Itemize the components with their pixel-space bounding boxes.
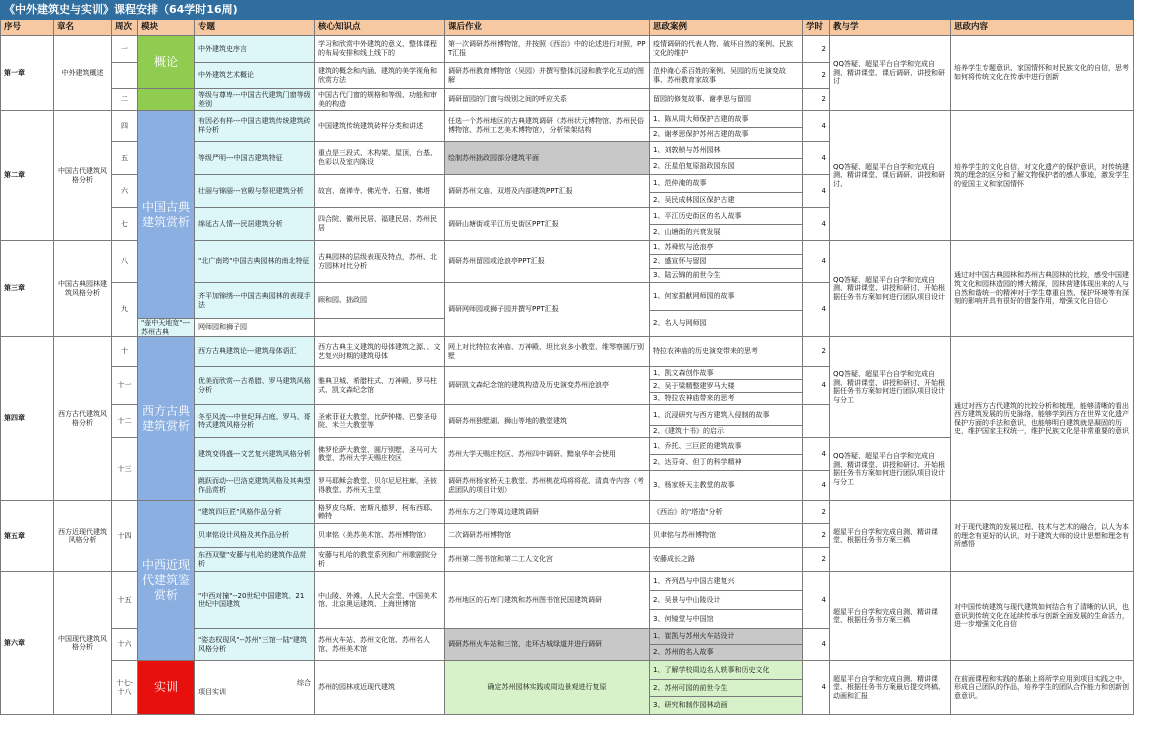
topic-cell[interactable]: "壶中天地宽"---苏州古典 [138, 319, 195, 337]
ideology-cell[interactable]: 培养学生的文化自信，对文化遗产的保护意识，对传统建筑的理念的区分和了解文物保护者的感人事迹，激发学生的爱国主义和家国情怀 [951, 111, 1134, 241]
col-header-knowledge[interactable]: 核心知识点 [315, 20, 445, 36]
module-overview-cont [138, 89, 195, 111]
case-cell[interactable]: 2、吴民成林园区保护古建 [650, 193, 803, 208]
homework-cell[interactable]: 调研凯文森纪念馆的建筑构造及历史演变苏州沧浪亭 [445, 367, 650, 405]
week-cell[interactable]: 十三 [112, 438, 138, 501]
knowledge-cell[interactable]: 古典园林的层级表现及特点，苏州、北方园林对比分析 [315, 241, 445, 283]
homework-cell[interactable]: 第一次调研苏州博物馆，并按照《西治》中的论述进行对照，PPT汇报 [445, 36, 650, 63]
week-cell[interactable]: 九 [112, 283, 138, 337]
hours-cell[interactable]: 4 [803, 438, 830, 471]
hours-cell[interactable]: 2 [803, 548, 830, 572]
knowledge-cell[interactable]: 建筑的概念和内涵、建筑的美学视角和欣赏方法 [315, 63, 445, 89]
teaching-cell[interactable]: QQ答疑、超星平台自学和完成自测、精讲课堂、讲授和研讨、开始根据任务书方案如何进行团队项目设计与分工 [830, 438, 951, 501]
topic-main: 项目实训 [198, 687, 226, 696]
hours-cell[interactable]: 4 [803, 283, 830, 337]
homework-cell[interactable]: 调研苏州留园或沧浪亭PPT汇报 [445, 241, 650, 283]
hours-cell[interactable]: 4 [803, 572, 830, 629]
chapter-no[interactable]: 第二章 [1, 111, 54, 241]
chapter-no[interactable]: 第三章 [1, 241, 54, 337]
homework-cell[interactable]: 调研苏州火车站和三馆，走环古城绿道并进行调研 [445, 629, 650, 661]
case-cell[interactable]: 贝聿铭与苏州博物馆 [650, 524, 803, 548]
col-header-topic[interactable]: 专题 [195, 20, 315, 36]
case-cell[interactable]: 1、齐列昌与中国古建复兴 [650, 572, 803, 591]
chapter-no[interactable]: 第五章 [1, 501, 54, 572]
hours-cell[interactable]: 4 [803, 241, 830, 283]
topic-cell[interactable]: 建筑变得盛---文艺复兴建筑风格分析 [195, 438, 315, 471]
case-cell[interactable]: 1、了解学校周边名人轶事和历史文化 [650, 661, 803, 680]
table-row [1, 36, 1134, 63]
col-header-no[interactable]: 序号 [1, 20, 54, 36]
hours-cell[interactable]: 4 [803, 629, 830, 661]
case-cell[interactable]: 留园的修复故事、谢孝思与留园 [650, 89, 803, 111]
chapter-name[interactable]: 中国现代建筑风格分析 [54, 572, 112, 715]
ideology-cell[interactable]: 对中国传统建筑与现代建筑如何结合有了清晰的认识，也意识到传统文化在延续传承与创新全面发展的生命活力，进一步增强文化自信 [951, 572, 1134, 661]
hours-cell[interactable]: 2 [803, 63, 830, 89]
table-row [1, 661, 1134, 680]
topic-cell[interactable]: 中外建筑史序言 [195, 36, 315, 63]
col-header-hours[interactable]: 学时 [803, 20, 830, 36]
homework-cell[interactable]: 绘制苏州拙政园部分建筑平面 [445, 142, 650, 175]
case-cell[interactable]: 1、乔托、三巨匠的建筑故事 [650, 438, 803, 455]
case-cell[interactable]: 2、汪星伯复原拙政园东园 [650, 159, 803, 175]
chapter-name[interactable]: 西方近现代建筑风格分析 [54, 501, 112, 572]
ideology-cell[interactable]: 在前面课程和实践的基础上将所学应用到项目实践之中，形成自己团队的作品，培养学生的团队合作能力和创新创意意识。 [951, 661, 1134, 715]
homework-cell[interactable]: 二次调研苏州博物馆 [445, 524, 650, 548]
case-cell[interactable]: 2、吴景与中山陵设计 [650, 591, 803, 610]
col-header-ideology[interactable]: 思政内容 [951, 20, 1134, 36]
module-modern[interactable]: 中西近现代建筑鉴赏析 [138, 501, 195, 661]
chapter-name[interactable]: 西方古代建筑风格分析 [54, 337, 112, 501]
week-cell[interactable]: 四 [112, 111, 138, 142]
topic-cell[interactable] [195, 661, 315, 715]
hours-cell[interactable] [803, 405, 830, 438]
topic-cell[interactable]: 西方古典建筑论---建筑母体语汇 [195, 337, 315, 367]
teaching-cell[interactable]: 超星平台自学和完成自测、精讲课堂、根据任务书方案三稿 [830, 501, 951, 572]
topic-cell[interactable]: 等级与尊卑---中国古代建筑门窗等级差别 [195, 89, 315, 111]
week-cell[interactable]: 十 [112, 337, 138, 367]
knowledge-cell[interactable]: 中国古代门窗的规格和等级、功能和审美的构造 [315, 89, 445, 111]
topic-cell[interactable]: 贝聿铭设计风格及其作品分析 [195, 524, 315, 548]
col-header-homework[interactable]: 课后作业 [445, 20, 650, 36]
topic-cell[interactable]: 冬至风流---中世纪拜占庭、罗马、哥特式建筑风格分析 [195, 405, 315, 438]
topic-cell[interactable]: 绵延古人情---民居建筑分析 [195, 208, 315, 241]
homework-cell[interactable]: 调研苏州教育博物馆（吴园）并撰写整体沉浸和教学化互动的图解 [445, 63, 650, 89]
case-cell[interactable]: 3、研究和制作园林动画 [650, 697, 803, 715]
homework-cell[interactable]: 调研苏州文庙、双塔及内部建筑PPT汇报 [445, 175, 650, 208]
knowledge-cell[interactable]: 安藤与札哈的教堂系列和广州歌剧院分析 [315, 548, 445, 572]
table-row [1, 111, 1134, 128]
teaching-cell[interactable]: QQ答疑、超星平台自学和完成自测、精讲课堂、讲授和研讨、开始根据任务书方案如何进行团队项目设计 [830, 241, 951, 337]
teaching-cell[interactable]: QQ答疑、超星平台自学和完成自测、精讲课堂、讲授和研讨、开始根据任务书方案如何进行团队项目设计与分工 [830, 337, 951, 438]
case-cell[interactable]: 1、陈从周大师保护古建的故事 [650, 111, 803, 128]
col-header-teaching[interactable]: 教与学 [830, 20, 951, 36]
case-cell[interactable]: 2、名人与网师园 [650, 311, 803, 337]
chapter-name[interactable]: 中外建筑概述 [54, 36, 112, 111]
case-cell[interactable]: 3、特拉农神庙带来的思考 [650, 393, 803, 405]
ideology-cell[interactable]: 对于现代建筑的发展过程、技术与艺术的融合，以人为本的理念有更好的认识，对于建筑大师的设计思想和理念有所感悟 [951, 501, 1134, 572]
homework-cell[interactable]: 网上对比特拉农神庙、万神殿、坦比哀多小教堂、维琴察圆厅别墅 [445, 337, 650, 367]
case-cell[interactable]: 特拉农神庙的历史演变带来的思考 [650, 337, 803, 367]
homework-cell[interactable]: 调研苏州杨家桥天主教堂、苏州桃花坞将将花、清真寺内容（考虑团队的项目计划） [445, 471, 650, 501]
teaching-cell[interactable]: 超星平台自学和完成自测、精讲课堂、根据任务书方案三稿 [830, 572, 951, 661]
knowledge-cell[interactable]: 四合院、徽州民居、福建民居、苏州民居 [315, 208, 445, 241]
chapter-no[interactable]: 第一章 [1, 36, 54, 111]
week-cell[interactable]: 七 [112, 208, 138, 241]
knowledge-cell[interactable]: 佛罗伦萨大教堂、圆厅别墅、圣马可大教堂、苏州大学天赐庄校区 [315, 438, 445, 471]
topic-cell[interactable]: 壮丽与锦丽---官殿与祭祀建筑分析 [195, 175, 315, 208]
week-cell[interactable]: 五 [112, 142, 138, 175]
case-cell[interactable]: 3、杨家桥天主教堂的故事 [650, 471, 803, 501]
col-header-chapter[interactable]: 章名 [54, 20, 112, 36]
week-cell[interactable]: 二 [112, 89, 138, 111]
knowledge-cell[interactable]: 中国建筑传统建筑砖样分类和讲述 [315, 111, 445, 142]
case-cell[interactable]: 1、苏舜钦与沧浪亭 [650, 241, 803, 255]
knowledge-cell[interactable]: 圣索菲亚大教堂、比萨钟楼、巴黎圣母院、米兰大教堂等 [315, 405, 445, 438]
topic-cell[interactable]: 齐平加锦绣---中国古典园林的表现手法 [195, 283, 315, 319]
case-cell[interactable]: 2、盛宣怀与留园 [650, 255, 803, 269]
hours-cell[interactable]: 2 [803, 501, 830, 524]
topic-cell[interactable]: 优美而欣赏---古希腊、罗马建筑风格分析 [195, 367, 315, 405]
hours-cell[interactable]: 4 [803, 142, 830, 175]
table-row [1, 337, 1134, 367]
sheet-title: 《中外建筑史与实训》课程安排（64学时16周) [1, 1, 1134, 20]
chapter-no[interactable]: 第四章 [1, 337, 54, 501]
case-cell[interactable]: 1、平江历史街区的名人故事 [650, 208, 803, 225]
knowledge-cell[interactable]: 贝聿铭（美苏美术馆、苏州博物馆） [315, 524, 445, 548]
homework-cell[interactable]: 苏州东方之门等周边建筑调研 [445, 501, 650, 524]
hours-cell[interactable]: 2 [803, 36, 830, 63]
chapter-no[interactable]: 第六章 [1, 572, 54, 715]
week-cell[interactable]: 十六 [112, 629, 138, 661]
teaching-cell[interactable]: 超星平台自学和完成自测、精讲课堂、根据任务书方案最后提交终稿、动画和汇报 [830, 661, 951, 715]
knowledge-cell[interactable]: 西方古典主义建筑的母体建筑之源、、文艺复兴时期的建筑母体 [315, 337, 445, 367]
col-header-module[interactable]: 模块 [138, 20, 195, 36]
homework-cell[interactable]: 调研苏州独墅湖、狮山等地的教堂建筑 [445, 405, 650, 438]
topic-cell[interactable]: 有因必有样---中国古建筑传统建筑砖样分析 [195, 111, 315, 142]
case-cell[interactable]: 1、崔凯与苏州火车站设计 [650, 629, 803, 645]
module-western-classical[interactable]: 西方古典建筑赏析 [138, 337, 195, 501]
homework-cell[interactable]: 调研留园的门窗与级别之间的呼应关系 [445, 89, 650, 111]
case-cell[interactable]: 《西治》的"塔造"分析 [650, 501, 803, 524]
topic-cell[interactable]: 等级严明---中国古建筑特征 [195, 142, 315, 175]
case-cell[interactable]: 3、陆云锦的前世今生 [650, 269, 803, 283]
topic-cell[interactable]: "姿态权现风"--苏州"三馆一陆"建筑风格分析 [195, 629, 315, 661]
case-cell[interactable]: 2、《建筑十书》的启示 [650, 426, 803, 438]
teaching-cell[interactable]: QQ答疑、超星平台自学和完成自测、精讲课堂、课后调研、讲授和研讨、 [830, 111, 951, 241]
week-cell[interactable]: 六 [112, 175, 138, 208]
case-cell[interactable]: 1、刘敦桢与苏州园林 [650, 142, 803, 159]
homework-cell[interactable]: 苏州大学天赐庄校区、苏州四中调研、黯泉华年会使用 [445, 438, 650, 471]
case-cell[interactable]: 2、山塘街的兴衰发展 [650, 225, 803, 241]
module-overview[interactable]: 概论 [138, 36, 195, 89]
col-header-week[interactable]: 周次 [112, 20, 138, 36]
knowledge-cell[interactable]: 故宫、南禅寺、佛光寺、石窟、佛塔 [315, 175, 445, 208]
knowledge-cell[interactable]: 格罗皮乌斯、密斯凡德罗、柯布西耶、赖特 [315, 501, 445, 524]
knowledge-cell[interactable]: 中山陵、外滩、人民大会堂、中国美术馆、北京奥运建筑、上海世博馆 [315, 572, 445, 629]
knowledge-cell[interactable]: 罗马耶稣会教堂、贝尔尼尼柱廊，圣彼得教堂、苏州天主堂 [315, 471, 445, 501]
ideology-cell[interactable]: 培养学生专题意识、家国情怀和对民族文化的自信，思考如何将传统文化在传承中进行创新 [951, 36, 1134, 111]
teaching-cell[interactable]: QQ答疑、超星平台自学和完成自测、精讲课堂、课后调研、讲授和研讨 [830, 36, 951, 111]
case-cell[interactable]: 1、沉浸研究与西方建筑入侵制的故事 [650, 405, 803, 426]
hours-cell[interactable]: 4 [803, 208, 830, 241]
week-cell[interactable]: 十五 [112, 572, 138, 629]
homework-cell[interactable]: 任选一个苏州地区的古典建筑调研（苏州状元博物馆、苏州民俗博物馆、苏州工艺美术博物馆），分析梁架结构 [445, 111, 650, 142]
week-cell[interactable] [112, 63, 138, 89]
topic-cell[interactable]: "中西对撞"--20世纪中国建筑、21世纪中国建筑 [195, 572, 315, 629]
homework-cell[interactable]: 苏州第二图书馆和第二工人文化宫 [445, 548, 650, 572]
week-cell[interactable]: 八 [112, 241, 138, 283]
ideology-cell[interactable]: 通过对西方古代建筑的比较分析和梳理，能够清晰的看出西方建筑发展的历史脉络，能够学到西方在世界文化遗产保护方面的手法和意识，也能够明白建筑就是凝固的历史，维护国家主权统一，维护民族文化是非常重要的意识 [951, 337, 1134, 501]
topic-extra: 综合 [297, 679, 311, 688]
homework-cell[interactable]: 确定苏州园林实践或周边景观进行复原 [445, 661, 650, 715]
homework-cell[interactable]: 苏州地区的石库门建筑和苏州图书馆民国建筑调研 [445, 572, 650, 629]
module-practice[interactable]: 实训 [138, 661, 195, 715]
hours-cell[interactable]: 2 [803, 337, 830, 367]
homework-cell[interactable]: 调研山塘街或平江历史街区PPT汇报 [445, 208, 650, 241]
knowledge-cell[interactable]: 苏州的园林或近现代建筑 [315, 661, 445, 715]
hours-cell[interactable]: 4 [803, 471, 830, 501]
week-cell[interactable]: 十七-十八 [112, 661, 138, 715]
col-header-case[interactable]: 思政案例 [650, 20, 803, 36]
chapter-name[interactable]: 中国古典园林建筑风格分析 [54, 241, 112, 337]
knowledge-cell[interactable]: 学习和欣赏中外建筑的意义、整体课程的布局安排和线上线下的 [315, 36, 445, 63]
knowledge-cell[interactable]: 顾和园、拙政园 [315, 283, 445, 319]
case-cell[interactable]: 3、何镜堂与中国馆 [650, 610, 803, 629]
hours-cell[interactable]: 4 [803, 111, 830, 142]
topic-cell[interactable]: 东西双璧"安藤与札哈的建筑作品赏析 [195, 548, 315, 572]
header-row [1, 20, 1134, 36]
week-cell[interactable]: 十二 [112, 405, 138, 438]
table-row [1, 501, 1134, 524]
knowledge-cell[interactable]: 雅典卫城、希腊柱式、万神殿、罗马柱式、凯文森纪念馆 [315, 367, 445, 405]
topic-cell[interactable]: 中外建筑艺术概论 [195, 63, 315, 89]
hours-cell[interactable]: 2 [803, 89, 830, 111]
week-cell[interactable]: 十四 [112, 501, 138, 572]
topic-cell[interactable]: "建筑四巨匠"风格作品分析 [195, 501, 315, 524]
case-cell[interactable]: 1、范仲淹的故事 [650, 175, 803, 193]
case-cell[interactable]: 安藤成长之路 [650, 548, 803, 572]
week-cell[interactable]: 一 [112, 36, 138, 63]
case-cell[interactable]: 疫情调研的代表人物、破坏自然的案例、民族文化的维护 [650, 36, 803, 63]
hours-cell[interactable]: 4 [803, 175, 830, 208]
case-cell[interactable]: 范仲淹心系百姓的案例、吴园的历史演变故事、苏州教育家故事 [650, 63, 803, 89]
homework-cell[interactable]: 调研网师园或狮子园并撰写PPT汇报 [445, 283, 650, 337]
knowledge-cell[interactable]: 苏州火车站、苏州文化馆、苏州名人馆、苏州美术馆 [315, 629, 445, 661]
module-chinese-classical[interactable]: 中国古典建筑赏析 [138, 111, 195, 319]
hours-cell[interactable]: 2 [803, 524, 830, 548]
case-cell[interactable]: 1、何家捐献网师园的故事 [650, 283, 803, 311]
ideology-cell[interactable]: 通过对中国古典园林和苏州古典园林的比较，感受中国建筑文化和园林造园的博大精深，园林营建体现出来的人与自然和谐统一的精神对于学生尊重自然、保护环境等有深刻的影响并具有很好的借鉴作用，增强文化自信心 [951, 241, 1134, 337]
topic-cell[interactable]: 跳跃而动---巴洛克建筑风格及其典型作品赏析 [195, 471, 315, 501]
week-cell[interactable]: 十一 [112, 367, 138, 405]
case-cell[interactable]: 1、凯文森创作故事 [650, 367, 803, 380]
knowledge-cell[interactable]: 网师园和狮子园 [195, 319, 315, 337]
topic-cell[interactable]: "北广南筠"中国古典园林的南北特征 [195, 241, 315, 283]
chapter-name[interactable]: 中国古代建筑风格分析 [54, 111, 112, 241]
hours-cell[interactable]: 4 [803, 367, 830, 405]
case-cell[interactable]: 2、谢孝思保护苏州古建的故事 [650, 128, 803, 142]
hours-cell[interactable]: 4 [803, 661, 830, 715]
case-cell[interactable]: 2、吴于梁精整建罗马大楼 [650, 380, 803, 393]
case-cell[interactable]: 2、苏州的名人故事 [650, 645, 803, 661]
case-cell[interactable]: 2、达芬奇、但丁的科学精神 [650, 455, 803, 471]
knowledge-cell[interactable]: 重点是三段式、木构架、屋顶、台基、色彩以及室内陈设 [315, 142, 445, 175]
case-cell[interactable]: 2、苏州可园的前世今生 [650, 680, 803, 697]
